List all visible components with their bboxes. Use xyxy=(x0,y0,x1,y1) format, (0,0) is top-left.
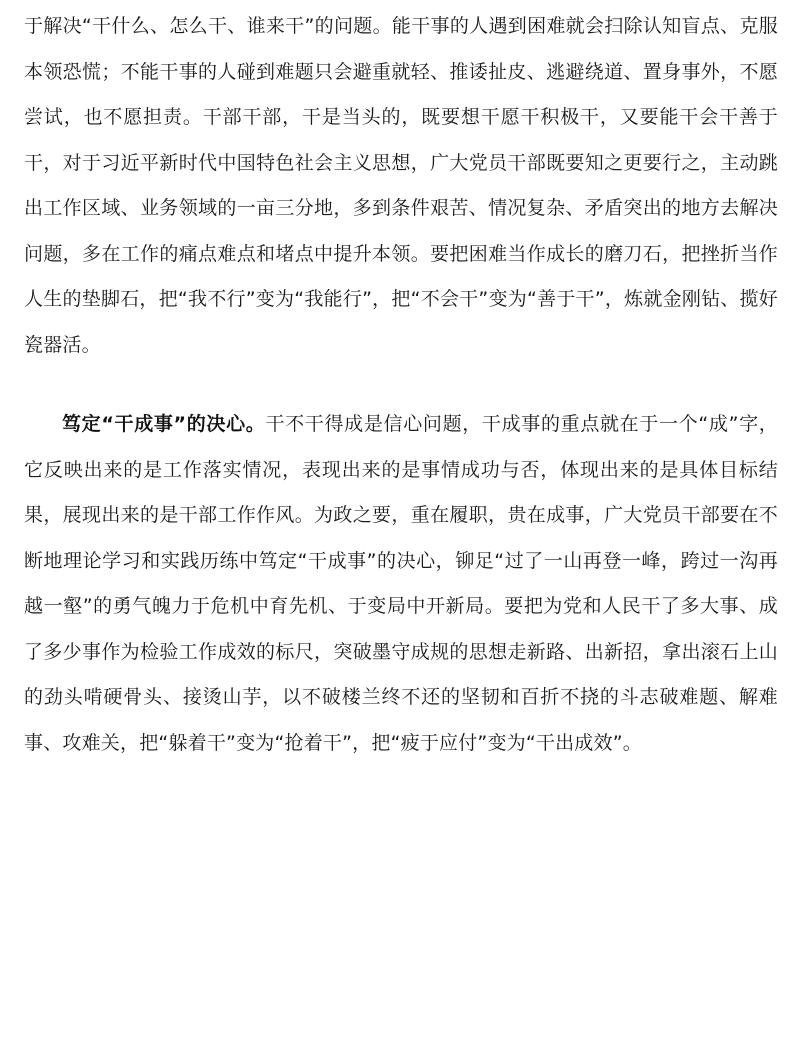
paragraph-body-text: 干不干得成是信心问题，干成事的重点就在于一个“成”字，它反映出来的是工作落实情况，表现出来的是事情成功与否，体现出来的是具体目标结果，展现出来的是干部工作作风。为政之要，重在履职，贵在成事，广大党员干部要在不断地理论学习和实践历练中笃定“干成事”的决心，铆足“过了一山再登一峰，跨过一沟再越一壑”的勇气魄力于危机中育先机、于变局中开新局。要把为党和人民干了多大事、成了多少事作为检验工作成效的标尺，突破墨守成规的思想走新路、出新招，拿出滚石上山的劲头啃硬骨头、接烫山芋，以不破楼兰终不还的坚韧和百折不挠的斗志破难题、解难事、攻难关，把“躲着干”变为“抢着干”，把“疲于应付”变为“干出成效”。 xyxy=(24,413,778,754)
paragraph-lead-heading: 笃定“干成事”的决心。 xyxy=(62,413,266,435)
body-paragraph-1: 于解决“干什么、怎么干、谁来干”的问题。能干事的人遇到困难就会扫除认知盲点、克服本领恐慌；不能干事的人碰到难题只会避重就轻、推诿扯皮、逃避绕道、置身事外，不愿尝试，也不愿担责。干部干部，干是当头的，既要想干愿干积极干，又要能干会干善于干，对于习近平新时代中国特色社会主义思想，广大党员干部既要知之更要行之，主动跳出工作区域、业务领域的一亩三分地，多到条件艰苦、情况复杂、矛盾突出的地方去解决问题，多在工作的痛点难点和堵点中提升本领。要把困难当作成长的磨刀石，把挫折当作人生的垫脚石，把“我不行”变为“我能行”，把“不会干”变为“善于干”，炼就金刚钻、揽好瓷器活。 xyxy=(24,15,778,356)
body-paragraph-2 xyxy=(24,402,778,766)
